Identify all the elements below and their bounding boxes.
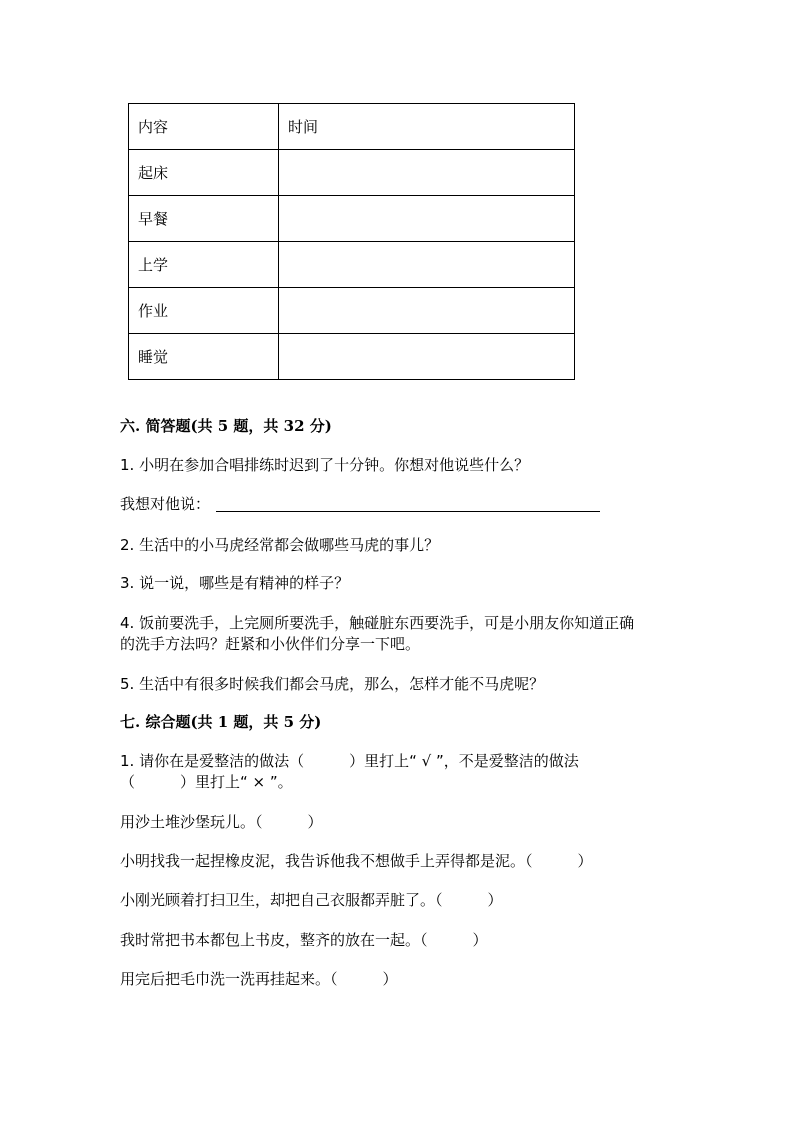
schedule-table <box>128 103 575 380</box>
table-header-cell: 时间 <box>279 104 575 150</box>
section6-question-5: 5. 生活中有很多时候我们都会马虎，那么，怎样才能不马虎呢？ <box>120 675 545 693</box>
answer-prompt: 我想对他说： <box>120 495 211 513</box>
section7-title: 七. 综合题(共 1 题，共 5 分) <box>120 713 322 731</box>
table-cell-activity: 上学 <box>129 242 279 288</box>
judgement-item: 小明找我一起捏橡皮泥，我告诉他我不想做手上弄得都是泥。（ ） <box>120 852 593 870</box>
section6-question-4-line2: 的洗手方法吗？赶紧和小伙伴们分享一下吧。 <box>120 635 421 653</box>
section6-question-1: 1. 小明在参加合唱排练时迟到了十分钟。你想对他说些什么？ <box>120 456 530 474</box>
table-cell-time[interactable] <box>279 150 575 196</box>
table-header-row <box>129 104 575 150</box>
table-header-cell: 内容 <box>129 104 279 150</box>
judgement-item: 用沙土堆沙堡玩儿。（ ） <box>120 813 323 831</box>
table-cell-activity: 早餐 <box>129 196 279 242</box>
table-cell-time[interactable] <box>279 196 575 242</box>
table-cell-time[interactable] <box>279 242 575 288</box>
section6-question-3: 3. 说一说，哪些是有精神的样子？ <box>120 574 350 592</box>
table-cell-activity: 起床 <box>129 150 279 196</box>
section7-question-1-line2: （ ）里打上“ × ”。 <box>120 773 293 791</box>
table-cell-activity: 睡觉 <box>129 334 279 380</box>
table-row <box>129 242 575 288</box>
judgement-item: 小刚光顾着打扫卫生，却把自己衣服都弄脏了。（ ） <box>120 891 503 909</box>
table-cell-time[interactable] <box>279 334 575 380</box>
answer-blank-line[interactable] <box>216 511 600 512</box>
judgement-item: 用完后把毛巾洗一洗再挂起来。（ ） <box>120 970 398 988</box>
table-row <box>129 334 575 380</box>
table-row <box>129 288 575 334</box>
section6-question-4-line1: 4. 饭前要洗手，上完厕所要洗手，触碰脏东西要洗手，可是小朋友你知道正确 <box>120 614 635 632</box>
table-row <box>129 196 575 242</box>
table-row <box>129 150 575 196</box>
table-cell-time[interactable] <box>279 288 575 334</box>
table-cell-activity: 作业 <box>129 288 279 334</box>
section6-question-2: 2. 生活中的小马虎经常都会做哪些马虎的事儿？ <box>120 536 440 554</box>
judgement-item: 我时常把书本都包上书皮，整齐的放在一起。（ ） <box>120 931 488 949</box>
section7-question-1-line1: 1. 请你在是爱整洁的做法（ ）里打上“ √ ”，不是爱整洁的做法 <box>120 752 579 770</box>
section6-title: 六. 简答题(共 5 题，共 32 分) <box>120 417 332 435</box>
